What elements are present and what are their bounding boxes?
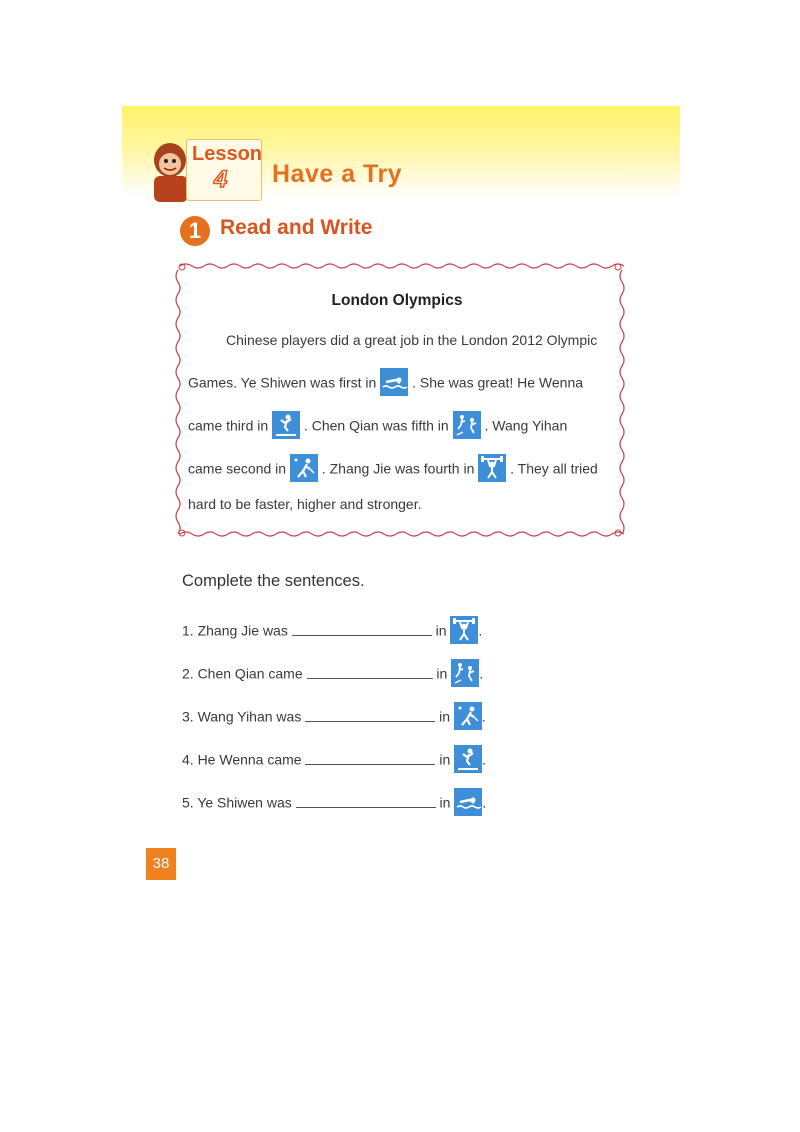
lesson-number: 4 (214, 166, 228, 193)
section-title: Read and Write (220, 216, 373, 239)
weightlifting-icon (478, 454, 506, 482)
exercise-item-2 (182, 661, 483, 689)
passage-title: London Olympics (331, 292, 463, 309)
weightlifting-icon (450, 616, 478, 644)
answer-blank-5[interactable] (296, 794, 436, 808)
passage-text: came second in (188, 460, 287, 477)
period: . (481, 708, 486, 725)
in-label: in (436, 665, 448, 682)
answer-blank-2[interactable] (307, 665, 433, 679)
passage-line-2 (188, 370, 583, 398)
passage-text: . Wang Yihan (484, 417, 568, 434)
exercise-item-5 (182, 790, 486, 818)
exercise-instruction: Complete the sentences. (182, 572, 365, 590)
in-label: in (439, 751, 451, 768)
passage-line-4 (188, 456, 598, 484)
page-title: Have a Try (272, 160, 403, 188)
trampoline-icon (454, 745, 482, 773)
exercise-item-text: 5. Ye Shiwen was (182, 794, 292, 811)
period: . (482, 751, 487, 768)
passage-text: . They all tried (510, 460, 598, 477)
period: . (482, 794, 487, 811)
page-number: 38 (146, 848, 176, 880)
swimming-icon (454, 788, 482, 816)
exercise-item-4 (182, 747, 486, 775)
answer-blank-1[interactable] (292, 622, 432, 636)
passage-text: Games. Ye Shiwen was first in (188, 374, 377, 391)
exercise-item-1 (182, 618, 482, 646)
passage-text: . She was great! He Wenna (412, 374, 584, 391)
exercise-item-text: 4. He Wenna came (182, 751, 302, 768)
passage-line-5: hard to be faster, higher and stronger. (188, 496, 422, 512)
trampoline-icon (272, 411, 300, 439)
in-label: in (439, 794, 451, 811)
badminton-icon (454, 702, 482, 730)
section-number-badge: 1 (180, 216, 210, 246)
passage-text: came third in (188, 417, 269, 434)
in-label: in (439, 708, 451, 725)
period: . (478, 622, 483, 639)
exercise-item-3 (182, 704, 486, 732)
passage-line-3 (188, 413, 567, 441)
answer-blank-3[interactable] (305, 708, 435, 722)
lesson-label: Lesson (192, 143, 263, 165)
answer-blank-4[interactable] (305, 751, 435, 765)
passage-line-1: Chinese players did a great job in the London 2012 Olympic (226, 332, 598, 348)
modern-pentathlon-icon (453, 411, 481, 439)
swimming-icon (380, 368, 408, 396)
in-label: in (435, 622, 447, 639)
badminton-icon (290, 454, 318, 482)
exercise-item-text: 2. Chen Qian came (182, 665, 303, 682)
period: . (479, 665, 484, 682)
exercise-item-text: 1. Zhang Jie was (182, 622, 288, 639)
exercise-item-text: 3. Wang Yihan was (182, 708, 302, 725)
passage-text: . Zhang Jie was fourth in (321, 460, 475, 477)
modern-pentathlon-icon (451, 659, 479, 687)
passage-text: . Chen Qian was fifth in (303, 417, 449, 434)
